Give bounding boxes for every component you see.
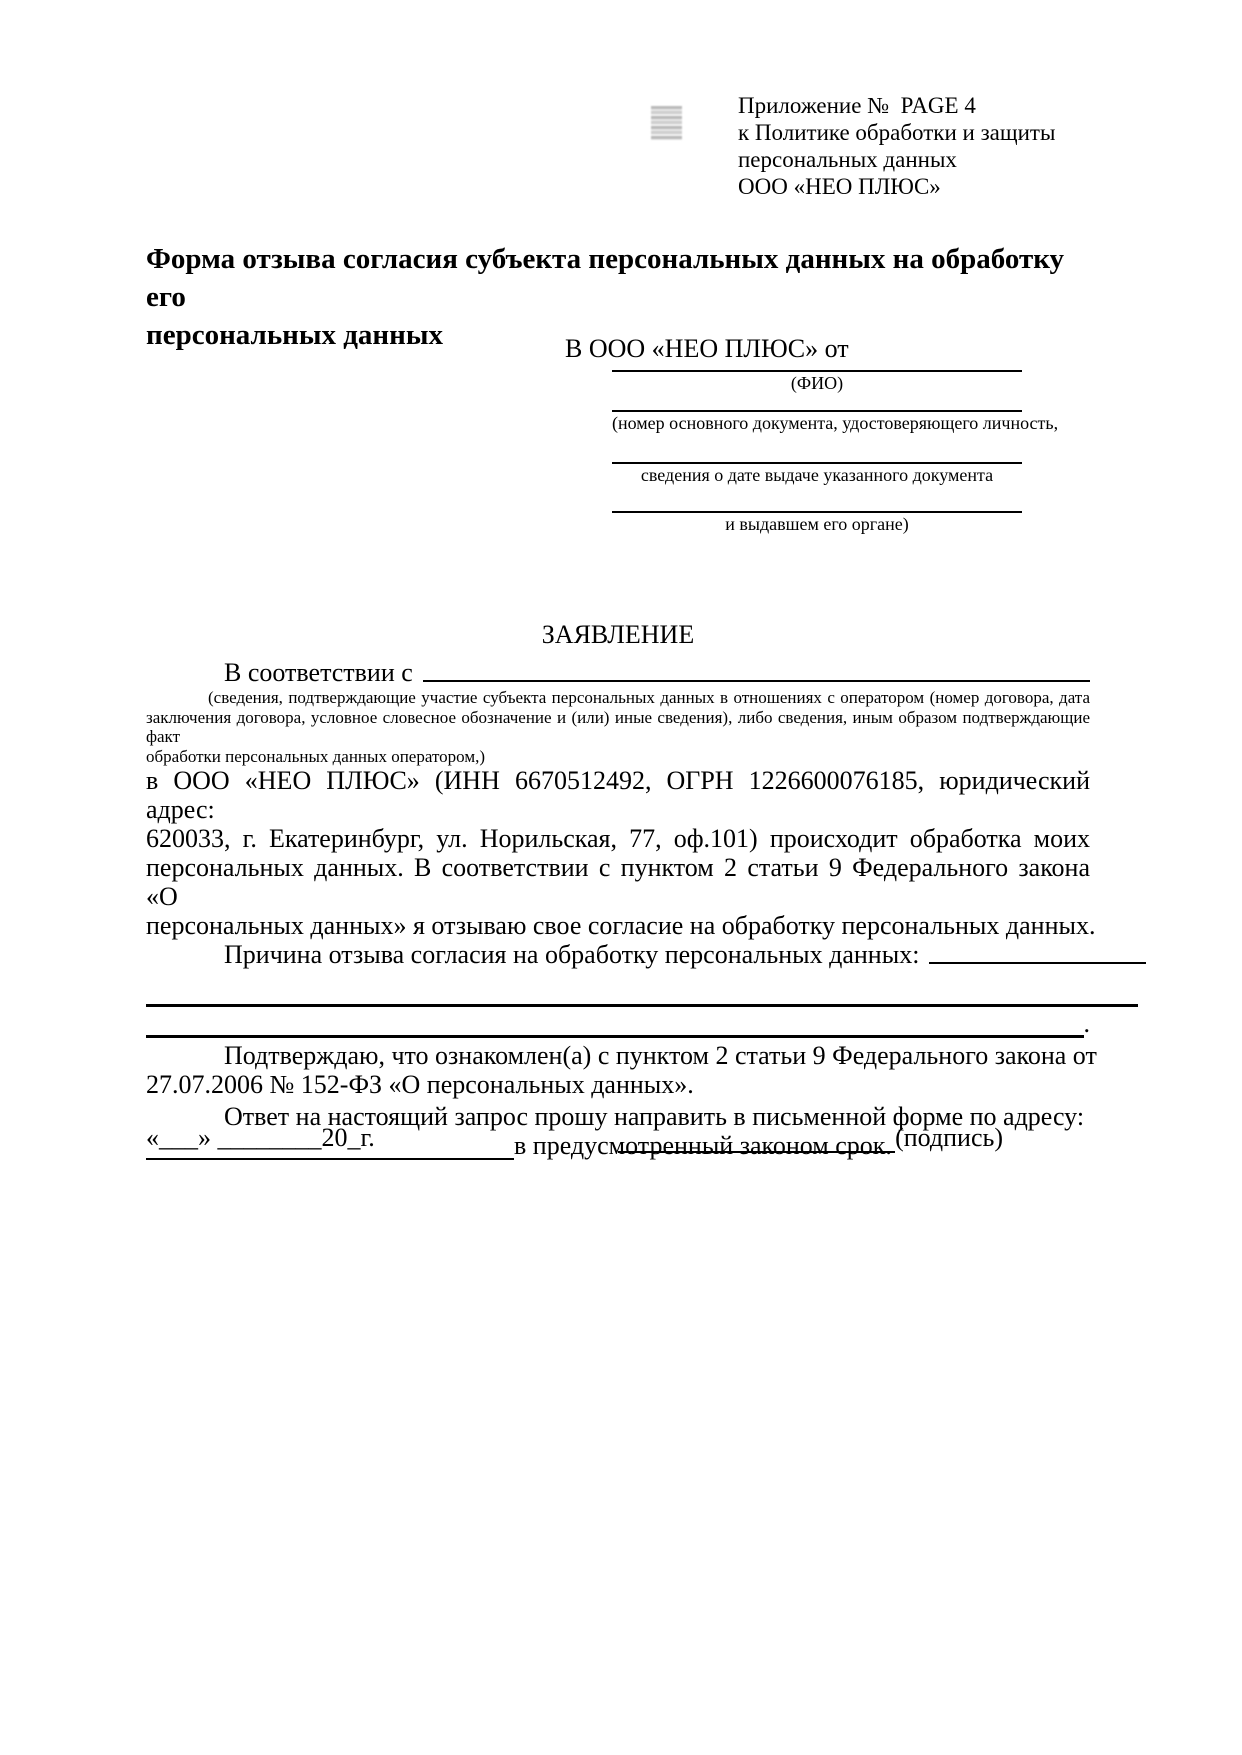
main-paragraph-line: 620033, г. Екатеринбург, ул. Норильская, 77, оф.101) происходит обработка моих [146,824,1090,853]
issue-date-caption: сведения о дате выдаче указанного документа [640,465,994,485]
date-line: «___» ________20_г. [146,1123,375,1152]
blank-fill-line-1 [146,1004,1138,1007]
issuing-authority-field [612,511,1022,534]
reason-fill-line [929,940,1146,964]
small-print-line: заключения договора, условное словесное обозначение и (или) иные сведения), либо сведения, иным образом подтверждающие факт [146,707,1090,746]
accordance-text: В соответствии с [224,658,413,687]
issuing-authority-fill-line [612,511,1022,513]
confirmation-paragraph [146,1041,1097,1099]
reply-suffix-text: в предусмотренный законом срок. [514,1131,892,1160]
accordance-fill-line [423,658,1090,682]
issue-date-field [612,462,1022,485]
confirmation-line: 27.07.2006 № 152-ФЗ «О персональных данных». [146,1070,694,1099]
appendix-header-line: к Политике обработки и защиты [738,120,1056,145]
small-print-line: обработки персональных данных оператором,) [146,746,486,766]
statement-body [146,620,1097,1160]
fio-caption: (ФИО) [790,373,844,393]
document-title-line: персональных данных [146,319,443,351]
main-paragraph-line: в ООО «НЕО ПЛЮС» (ИНН 6670512492, ОГРН 1226600076185, юридический адрес: [146,766,1090,824]
blank-fill-line-2 [146,1014,1084,1038]
accordance-line [146,658,1090,687]
date-signature-row [146,1122,1090,1153]
blank-line-2-period: . [1083,1009,1090,1038]
reason-text: Причина отзыва согласия на обработку персональных данных: [224,940,920,969]
reason-line [146,940,1146,969]
blank-fill-line-2-row [146,1009,1090,1038]
fio-fill-line [612,370,1022,372]
appendix-header [738,92,1055,200]
small-print-note [146,688,1090,766]
main-paragraph-line: персональных данных. В соответствии с пунктом 2 статьи 9 Федерального закона «О [146,853,1090,911]
fio-field [612,370,1022,393]
doc-number-caption: (номер основного документа, удостоверяющего личность, [612,413,1059,433]
appendix-header-line: Приложение № PAGE 4 [738,93,976,118]
main-paragraph-line: персональных данных» я отзываю свое согласие на обработку персональных данных. [146,911,1096,940]
statement-heading: ЗАЯВЛЕНИЕ [541,620,695,649]
paragraph-indent [146,658,224,687]
signature-group [618,1122,1003,1153]
issuing-authority-caption: и выдавшем его органе) [725,514,909,534]
appendix-header-line: ООО «НЕО ПЛЮС» [738,174,941,199]
doc-number-fill-line [612,410,1022,412]
main-paragraph [146,766,1096,940]
gap [919,940,929,969]
gap [413,658,423,687]
blurred-field-artifact [651,106,682,140]
addressee-block [565,334,1059,534]
paragraph-indent [146,940,224,969]
addressee-line: В ООО «НЕО ПЛЮС» от [565,334,849,363]
appendix-header-line: персональных данных [738,147,957,172]
reply-line: Ответ на настоящий запрос прошу направить в письменной форме по адресу: [224,1102,1085,1131]
document-title-line: Форма отзыва согласия субъекта персональных данных на обработку его [146,243,1065,313]
confirmation-line: Подтверждаю, что ознакомлен(а) с пунктом 2 статьи 9 Федерального закона от [224,1041,1097,1070]
signature-fill-line [618,1127,895,1153]
small-print-line: (сведения, подтверждающие участие субъекта персональных данных в отношениях с оператором (номер договора, дата [208,688,1090,707]
issue-date-fill-line [612,462,1022,464]
doc-number-field [612,410,1059,433]
signature-caption: (подпись) [895,1123,1003,1152]
